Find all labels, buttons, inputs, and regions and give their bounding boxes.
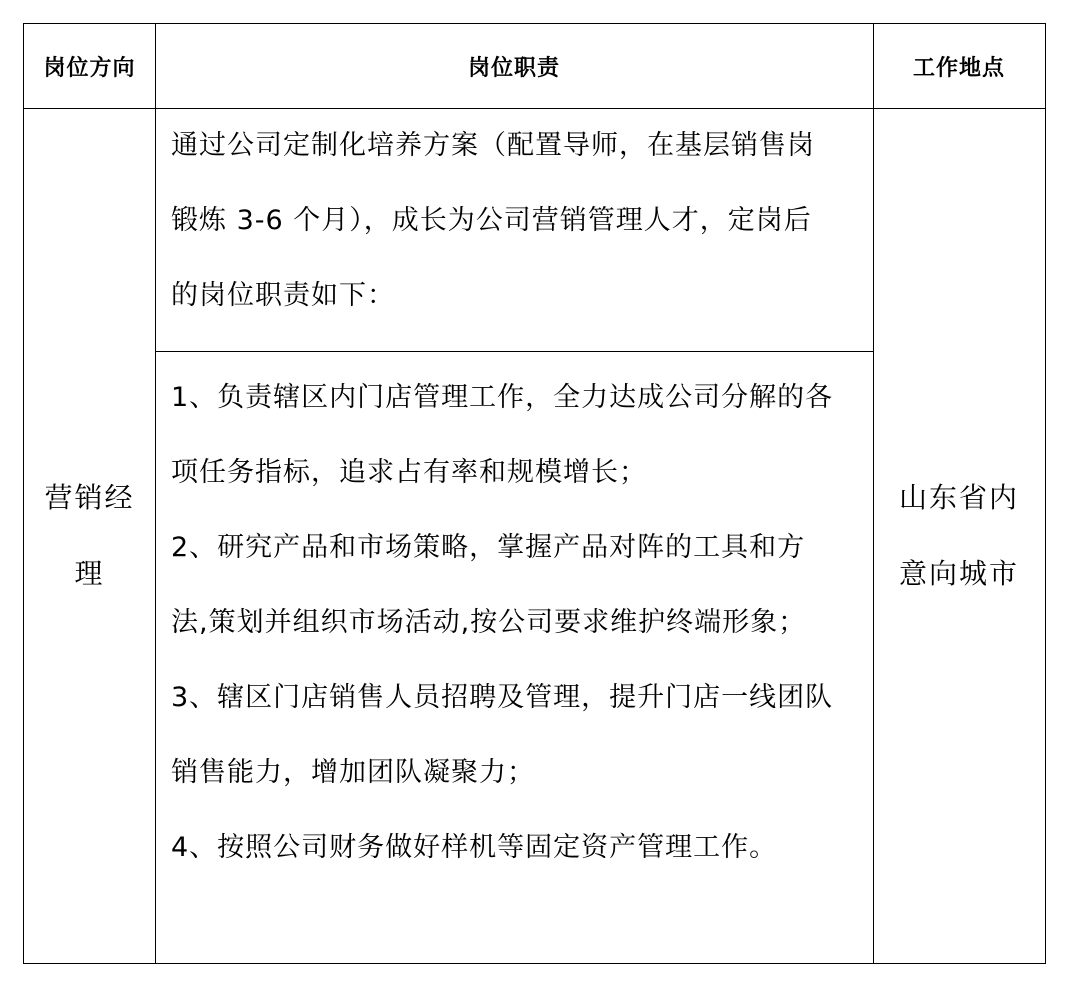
header-location-label: 工作地点: [912, 55, 1005, 81]
intro-line: 锻炼 3-6 个月），成长为公司营销管理人才，定岗后: [171, 205, 812, 236]
intro-line: 的岗位职责如下：: [171, 280, 395, 311]
duty-line: 2、研究产品和市场策略，掌握产品对阵的工具和方: [171, 532, 806, 563]
duty-line: 3、辖区门店销售人员招聘及管理，提升门店一线团队: [171, 682, 834, 713]
intro-paragraph: [155, 108, 873, 333]
header-position-label: 岗位方向: [43, 55, 136, 81]
duty-line: 项任务指标，追求占有率和规模增长；: [171, 457, 647, 488]
location-line-1: 山东省内: [898, 480, 1019, 514]
location-line-2: 意向城市: [898, 556, 1019, 590]
duty-line: 法,策划并组织市场活动,按公司要求维护终端形象；: [171, 607, 807, 638]
position-line-1: 营销经: [44, 480, 135, 514]
header-duties-label: 岗位职责: [467, 55, 560, 81]
duty-line: 销售能力，增加团队凝聚力；: [171, 757, 535, 788]
intro-cell: [155, 108, 873, 351]
position-line-2: 理: [74, 556, 105, 590]
position-cell: [24, 108, 155, 963]
duties-list: [155, 360, 873, 885]
duty-line: 4、按照公司财务做好样机等固定资产管理工作。: [171, 832, 778, 863]
position-text: [44, 460, 134, 612]
duty-line: 1、负责辖区内门店管理工作，全力达成公司分解的各: [171, 382, 834, 413]
header-cell-position: [24, 24, 155, 108]
location-text: [899, 460, 1019, 612]
header-cell-location: [873, 24, 1045, 108]
job-table: [23, 23, 1046, 964]
duties-cell: [155, 351, 873, 963]
intro-line: 通过公司定制化培养方案（配置导师，在基层销售岗: [171, 130, 815, 161]
location-cell: [873, 108, 1045, 963]
header-cell-duties: [155, 24, 873, 108]
